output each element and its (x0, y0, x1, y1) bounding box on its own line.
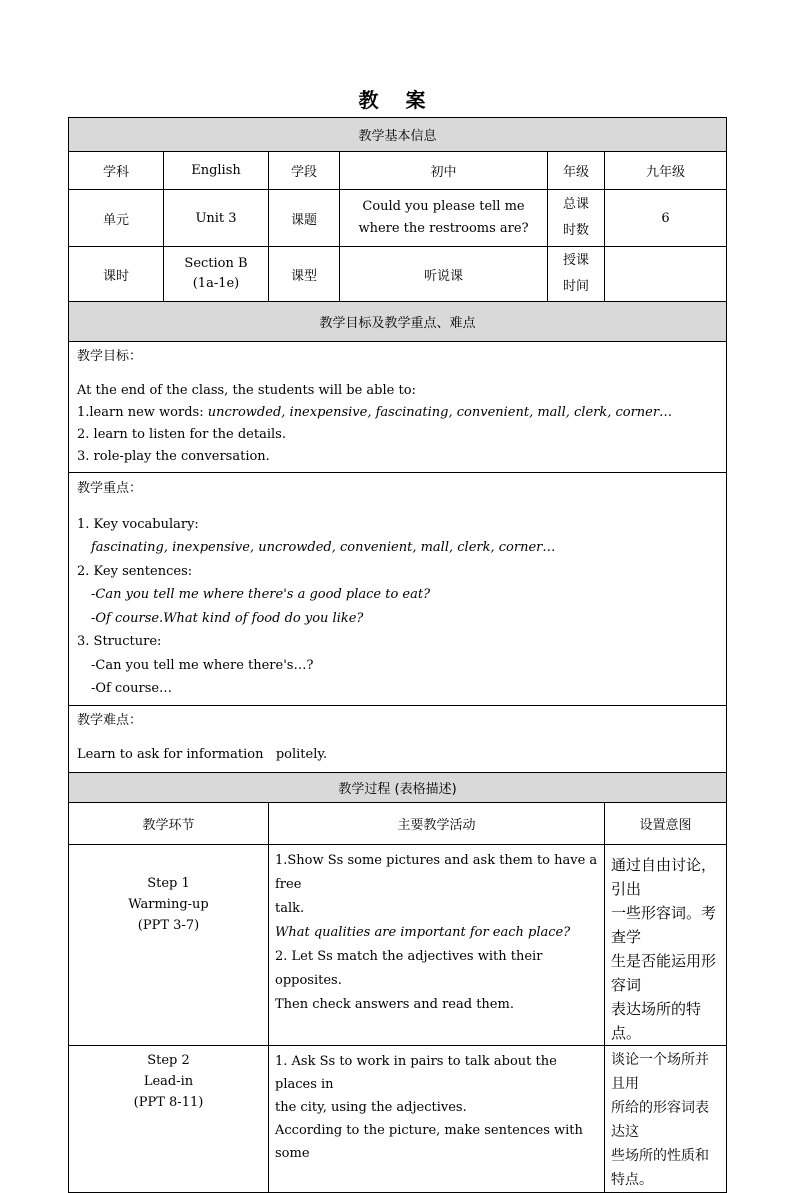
key-sentence-1: -Can you tell me where there's a good place to eat? (91, 587, 431, 602)
difficulty-text: Learn to ask for information politely. (77, 746, 328, 762)
key-points-cell (69, 473, 727, 706)
subject-value: English (164, 152, 269, 190)
objectives-intro: At the end of the class, the students will be able to: (77, 383, 416, 398)
step-2-activity-line-2: the city, using the adjectives. (275, 1099, 467, 1115)
stage-value: 初中 (340, 152, 548, 190)
objectives-heading: 教学目标： (77, 349, 143, 364)
difficulty-heading: 教学难点： (77, 712, 143, 728)
key-vocab-heading: 1. Key vocabulary: (77, 516, 199, 532)
topic-value (340, 190, 548, 247)
key-points-heading: 教学重点： (77, 481, 143, 496)
objective-1-words: uncrowded, inexpensive, fascinating, convenient, mall, clerk, corner… (207, 405, 673, 420)
key-sentences-heading: 2. Key sentences: (77, 563, 193, 579)
topic-line-2: where the restrooms are? (358, 221, 529, 236)
section-goals: 教学目标及教学重点、难点 (69, 302, 727, 342)
process-row-step-1 (69, 844, 727, 1045)
lesson-value (164, 247, 269, 302)
class-time-label-1: 授课 (562, 253, 589, 268)
section-basic-info: 教学基本信息 (69, 118, 727, 152)
subject-label: 学科 (69, 152, 164, 190)
document-title: 教 案 (358, 88, 436, 112)
unit-value: Unit 3 (164, 190, 269, 247)
objective-1-prefix: 1.learn new words: (77, 405, 208, 420)
structure-2: -Of course… (91, 681, 173, 696)
step-1-activity-line-2: talk. (275, 900, 305, 916)
class-time-value (605, 247, 727, 302)
topic-line-1: Could you please tell me (362, 199, 525, 214)
step-2-activity-line-1: 1. Ask Ss to work in pairs to talk about the places in (275, 1053, 557, 1092)
step-2-ppt: (PPT 8-11) (133, 1094, 204, 1110)
step-1-stage (69, 844, 269, 1045)
step-1-activity-line-4: 2. Let Ss match the adjectives with their opposites. (275, 948, 543, 988)
lesson-line-2: (1a-1e) (192, 276, 240, 291)
topic-label: 课题 (269, 190, 340, 247)
section-process: 教学过程 (表格描述) (69, 772, 727, 802)
step-2-activity-line-3: According to the picture, make sentences with some (275, 1122, 583, 1161)
step-1-ppt: (PPT 3-7) (137, 917, 200, 933)
step-1-activity-line-3: What qualities are important for each place? (275, 924, 571, 940)
step-2-intent-line-2: 所给的形容词表达这 (611, 1099, 709, 1140)
lesson-line-1: Section B (184, 256, 248, 271)
total-hours-label-2: 时数 (562, 223, 589, 238)
process-row-step-2 (69, 1045, 727, 1192)
type-value: 听说课 (340, 247, 548, 302)
process-header-activity: 主要教学活动 (269, 802, 605, 844)
total-hours-value: 6 (605, 190, 727, 247)
difficulty-cell (69, 705, 727, 772)
step-1-intent-line-4: 表达场所的特点。 (611, 999, 702, 1042)
objective-1 (77, 402, 718, 424)
total-hours-label-1: 总课 (562, 197, 589, 212)
step-2-name: Step 2 (147, 1052, 190, 1068)
process-header-stage: 教学环节 (69, 802, 269, 844)
step-1-phase: Warming-up (128, 896, 209, 912)
step-1-activity-line-5: Then check answers and read them. (275, 996, 514, 1012)
objective-2: 2. learn to listen for the details. (77, 427, 286, 442)
grade-value: 九年级 (605, 152, 727, 190)
step-1-intent (605, 844, 727, 1045)
step-2-intent (605, 1045, 727, 1192)
key-sentence-2: -Of course.What kind of food do you like? (91, 610, 364, 626)
structure-heading: 3. Structure: (77, 634, 162, 649)
step-2-stage (69, 1045, 269, 1192)
step-2-intent-line-3: 些场所的性质和特点。 (611, 1147, 709, 1188)
step-1-intent-line-1: 通过自由讨论，引出 (611, 855, 717, 898)
total-hours-label (548, 190, 605, 247)
step-1-activity-line-1: 1.Show Ss some pictures and ask them to have a free (275, 852, 598, 892)
stage-label: 学段 (269, 152, 340, 190)
step-2-intent-line-1: 谈论一个场所并且用 (611, 1051, 709, 1092)
step-2-phase: Lead-in (143, 1073, 194, 1089)
class-time-label (548, 247, 605, 302)
step-1-intent-line-2: 一些形容词。考查学 (611, 903, 717, 946)
lesson-label: 课时 (69, 247, 164, 302)
grade-label: 年级 (548, 152, 605, 190)
unit-label: 单元 (69, 190, 164, 247)
step-1-activity (269, 844, 605, 1045)
step-1-name: Step 1 (147, 875, 190, 891)
process-header-intent: 设置意图 (605, 802, 727, 844)
lesson-plan-table (68, 117, 727, 1193)
objective-3: 3. role-play the conversation. (77, 449, 270, 464)
type-label: 课型 (269, 247, 340, 302)
class-time-label-2: 时间 (562, 279, 589, 294)
objectives-cell (69, 342, 727, 473)
structure-1: -Can you tell me where there's…? (91, 657, 314, 673)
step-1-intent-line-3: 生是否能运用形容词 (611, 951, 717, 994)
step-2-activity (269, 1045, 605, 1192)
key-vocab: fascinating, inexpensive, uncrowded, convenient, mall, clerk, corner… (91, 540, 556, 555)
